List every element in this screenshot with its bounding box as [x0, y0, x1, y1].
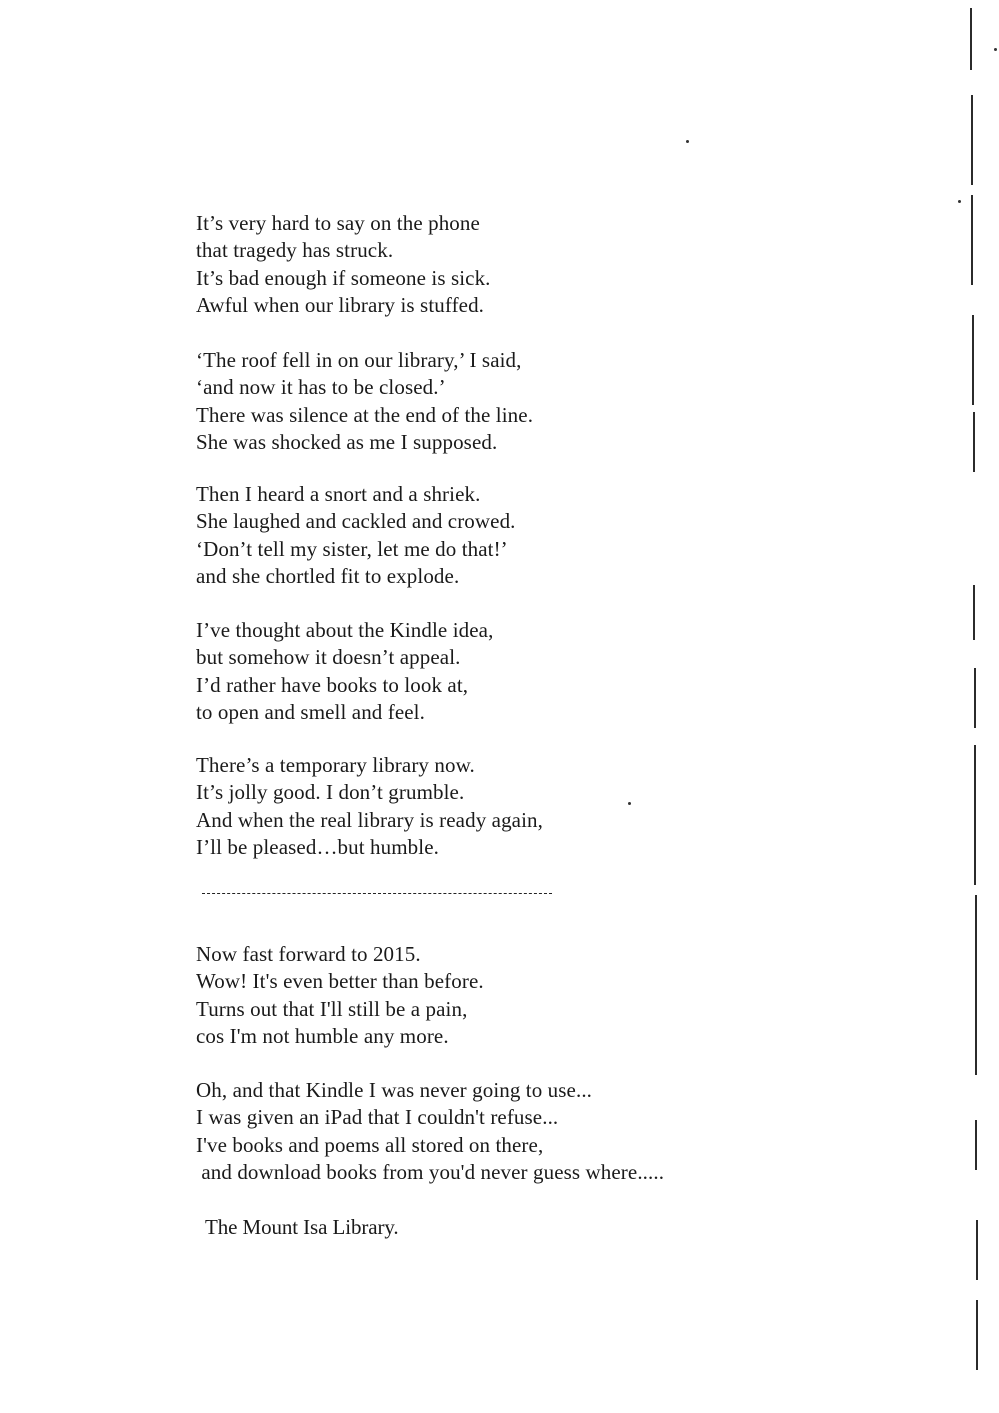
scan-margin-line	[971, 195, 973, 285]
scan-margin-line	[971, 95, 973, 185]
stanza-2	[196, 347, 533, 456]
poem-line: I’ll be pleased…but humble.	[196, 834, 439, 859]
scan-margin-line	[973, 412, 975, 472]
stanza-3	[196, 481, 516, 590]
poem-line: There was silence at the end of the line.	[196, 402, 534, 427]
scan-margin-line	[974, 668, 976, 728]
poem-line: Oh, and that Kindle I was never going to use...	[196, 1078, 593, 1102]
poem-line: I've books and poems all stored on there,	[196, 1132, 544, 1157]
poem-line: And when the real library is ready again,	[196, 807, 543, 832]
scan-margin-line	[976, 1300, 978, 1370]
poem-line: It’s very hard to say on the phone	[196, 211, 480, 235]
poem-line: I was given an iPad that I couldn't refuse...	[196, 1105, 559, 1130]
scan-speck	[628, 802, 631, 805]
poem-line: cos I'm not humble any more.	[196, 1023, 449, 1048]
scan-margin-line	[972, 315, 974, 405]
poem-line: but somehow it doesn’t appeal.	[196, 645, 461, 670]
poem-line: It’s jolly good. I don’t grumble.	[196, 780, 465, 805]
scan-speck	[686, 140, 689, 143]
poem-line: Wow! It's even better than before.	[196, 969, 484, 994]
stanza-8	[205, 1214, 399, 1241]
poem-line: It’s bad enough if someone is sick.	[196, 265, 491, 290]
poem-line: She laughed and cackled and crowed.	[196, 509, 516, 534]
poem-line: I’d rather have books to look at,	[196, 672, 469, 697]
stanza-6	[196, 941, 484, 1050]
scan-speck	[994, 48, 997, 51]
scan-margin-line	[975, 895, 977, 1075]
scan-margin-line	[976, 1220, 978, 1280]
poem-line: that tragedy has struck.	[196, 238, 394, 263]
poem-signature-line: The Mount Isa Library.	[205, 1215, 399, 1239]
poem-line: and she chortled fit to explode.	[196, 563, 460, 588]
poem-line: and download books from you'd never guess where.....	[196, 1159, 665, 1184]
poem-line: Now fast forward to 2015.	[196, 942, 421, 966]
scan-speck	[958, 200, 961, 203]
scan-margin-line	[970, 8, 972, 70]
poem-line: I’ve thought about the Kindle idea,	[196, 618, 494, 642]
dashed-divider	[202, 893, 552, 894]
poem-line: Then I heard a snort and a shriek.	[196, 482, 481, 506]
poem-line: ‘The roof fell in on our library,’ I said,	[196, 348, 522, 372]
scan-margin-line	[973, 585, 975, 640]
poem-line: There’s a temporary library now.	[196, 753, 475, 777]
poem-line: Turns out that I'll still be a pain,	[196, 996, 468, 1021]
stanza-5	[196, 752, 543, 861]
poem-line: ‘and now it has to be closed.’	[196, 375, 446, 400]
scan-margin-line	[974, 745, 976, 885]
stanza-4	[196, 617, 493, 726]
poem-line: to open and smell and feel.	[196, 699, 425, 724]
poem-line: ‘Don’t tell my sister, let me do that!’	[196, 536, 508, 561]
stanza-1	[196, 210, 491, 319]
stanza-7	[196, 1077, 664, 1186]
scan-margin-line	[975, 1120, 977, 1170]
poem-line: Awful when our library is stuffed.	[196, 292, 485, 317]
poem-line: She was shocked as me I supposed.	[196, 429, 498, 454]
